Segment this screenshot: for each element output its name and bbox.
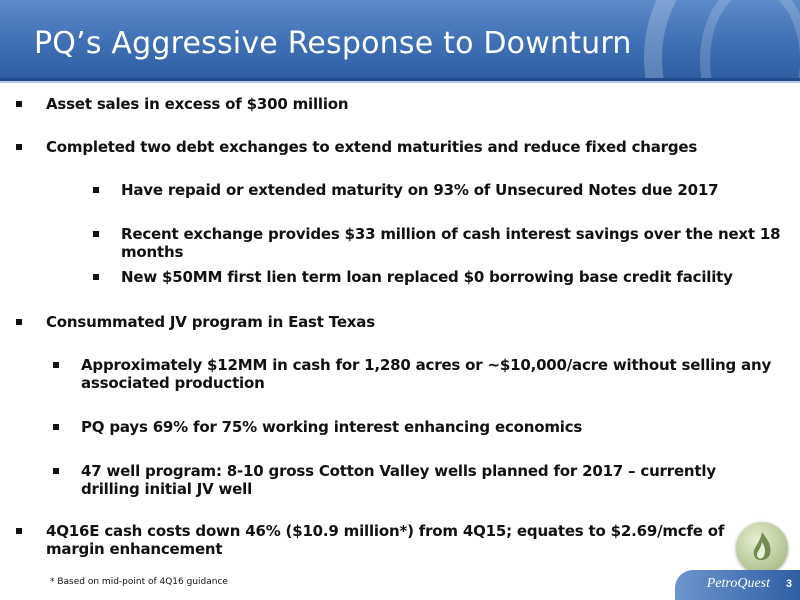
bullet-marker bbox=[53, 362, 59, 368]
bullet-marker bbox=[93, 231, 99, 237]
bullet-item: PQ pays 69% for 75% working interest enhancing economics bbox=[81, 418, 781, 436]
bullet-item: New $50MM first lien term loan replaced $0 borrowing base credit facility bbox=[121, 268, 781, 286]
page-number: 3 bbox=[785, 578, 792, 590]
bullet-item: Have repaid or extended maturity on 93% of Unsecured Notes due 2017 bbox=[121, 181, 781, 199]
header-rule-light bbox=[0, 81, 800, 83]
bullet-marker bbox=[16, 144, 22, 150]
bullet-marker bbox=[93, 187, 99, 193]
footnote: * Based on mid-point of 4Q16 guidance bbox=[50, 577, 228, 587]
bullet-marker bbox=[53, 468, 59, 474]
bullet-item: Recent exchange provides $33 million of cash interest savings over the next 18 months bbox=[121, 225, 791, 261]
bullet-item: Asset sales in excess of $300 million bbox=[46, 95, 746, 113]
petroquest-logo-icon bbox=[736, 522, 788, 574]
bullet-item: 4Q16E cash costs down 46% ($10.9 million*) from 4Q15; equates to $2.69/mcfe of margin enhancement bbox=[46, 522, 726, 558]
bullet-item: Approximately $12MM in cash for 1,280 acres or ~$10,000/acre without selling any associated production bbox=[81, 356, 781, 392]
slide-title: PQ’s Aggressive Response to Downturn bbox=[34, 26, 632, 61]
bullet-marker bbox=[16, 528, 22, 534]
brand-name: PetroQuest bbox=[706, 576, 770, 591]
bullet-item: Completed two debt exchanges to extend maturities and reduce fixed charges bbox=[46, 138, 766, 156]
bullet-marker bbox=[16, 101, 22, 107]
bullet-marker bbox=[93, 274, 99, 280]
bullet-marker bbox=[53, 424, 59, 430]
header-decoration bbox=[700, 0, 800, 78]
bullet-item: 47 well program: 8-10 gross Cotton Valley wells planned for 2017 – currently drilling initial JV well bbox=[81, 462, 771, 498]
bullet-item: Consummated JV program in East Texas bbox=[46, 313, 746, 331]
bullet-marker bbox=[16, 319, 22, 325]
